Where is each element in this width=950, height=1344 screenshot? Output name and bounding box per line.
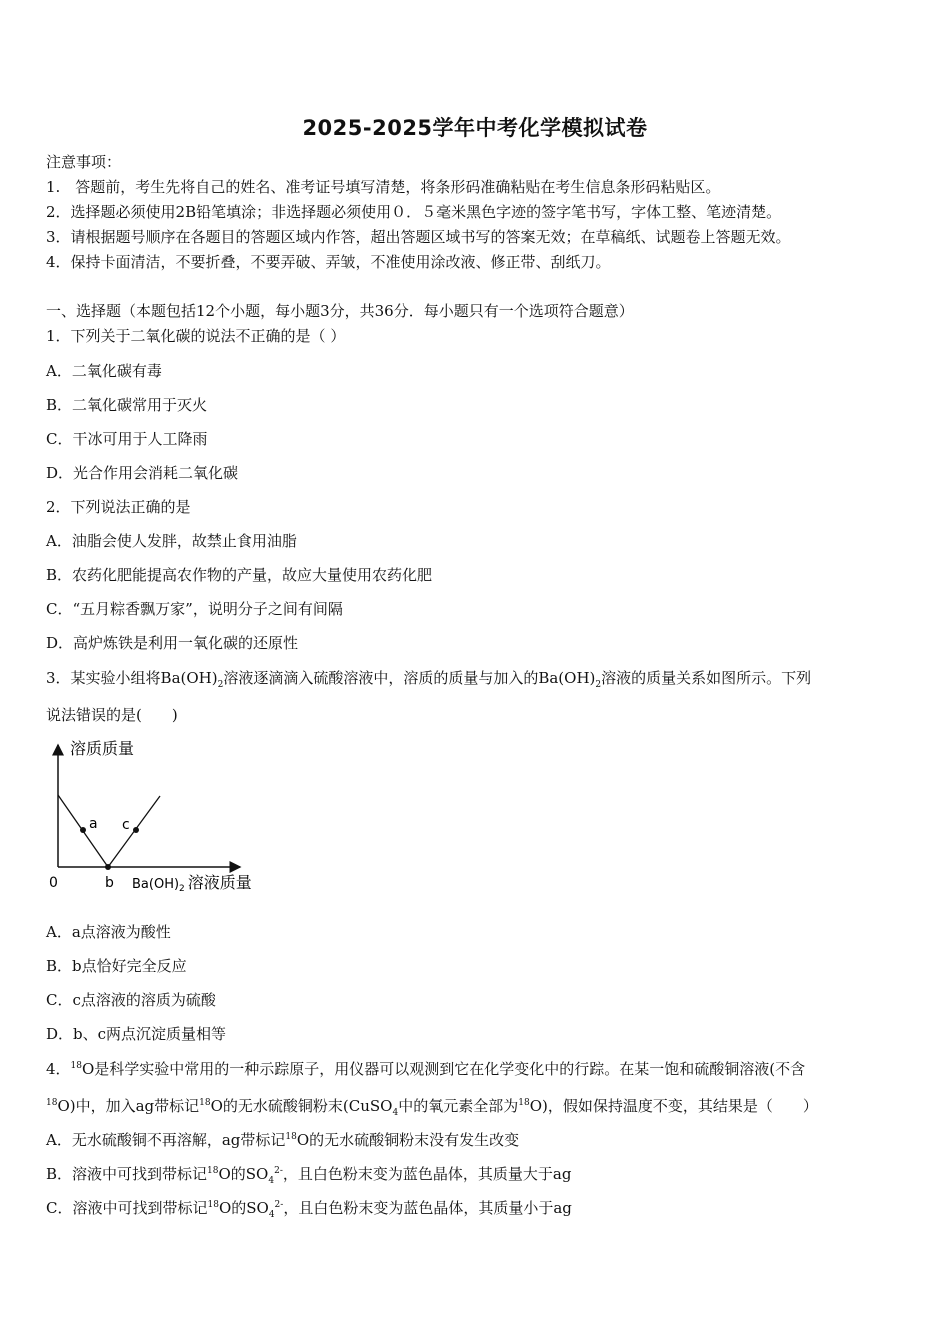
question-1-stem: 1．下列关于二氧化碳的说法不正确的是（ ） (46, 327, 346, 345)
notice-heading: 注意事项： (46, 153, 122, 171)
question-1-option-d: D．光合作用会消耗二氧化碳 (46, 464, 239, 482)
question-3-option-c: C．c点溶液的溶质为硫酸 (46, 991, 216, 1009)
point-a-marker (80, 827, 86, 833)
question-1-option-c: C．干冰可用于人工降雨 (46, 430, 208, 448)
question-2-option-c: C．“五月粽香飘万家”，说明分子之间有间隔 (46, 600, 343, 618)
section-heading: 一、选择题（本题包括12个小题，每小题3分，共36分．每小题只有一个选项符合题意） (46, 302, 634, 320)
question-2-option-b: B．农药化肥能提高农作物的产量，故应大量使用农药化肥 (46, 566, 433, 584)
page-title: 2025-2025学年中考化学模拟试卷 (302, 116, 648, 140)
question-2-option-a: A．油脂会使人发胖，故禁止食用油脂 (46, 532, 297, 550)
question-4-option-b: B．溶液中可找到带标记$^{18}$O的$SO_4^{2-}$，且白色粉末变为蓝色晶体，其质量大于ag (46, 1165, 572, 1186)
solute-mass-curve (58, 795, 160, 867)
point-c-marker (133, 827, 139, 833)
question-4-option-a: A．无水硫酸铜不再溶解，ag带标记$^{18}$O的无水硫酸铜粉末没有发生改变 (46, 1131, 520, 1149)
point-c-label: c (122, 817, 130, 833)
question-3-graph (46, 733, 276, 898)
question-3-option-b: B．b点恰好完全反应 (46, 957, 187, 975)
question-4-option-c: C．溶液中可找到带标记$^{18}$O的$SO_4^{2-}$，且白色粉末变为蓝色晶体，其质量小于ag (46, 1199, 572, 1220)
point-b-label: b (105, 875, 114, 891)
question-1-option-b: B．二氧化碳常用于灭火 (46, 396, 208, 414)
point-a-label: a (89, 816, 98, 832)
question-3-option-a: A．a点溶液为酸性 (46, 923, 171, 941)
x-axis-label: $Ba(OH)_2$ 溶液质量 (132, 873, 252, 894)
y-axis-label: 溶质质量 (70, 739, 135, 758)
question-2-stem: 2．下列说法正确的是 (46, 498, 191, 516)
point-b-marker (105, 864, 111, 870)
question-4-stem-line-2: $^{18}$O)中，加入ag带标记$^{18}$O的无水硫酸铜粉末(CuSO$_4$中的氧元素全部为$^{18}$O)，假如保持温度不变，其结果是（ ） (46, 1097, 818, 1118)
question-2-option-d: D．高炉炼铁是利用一氧化碳的还原性 (46, 634, 299, 652)
notice-item-1: 1. 答题前，考生先将自己的姓名、准考证号填写清楚，将条形码准确粘贴在考生信息条形码粘贴区。 (46, 178, 721, 196)
question-3-option-d: D．b、c两点沉淀质量相等 (46, 1025, 227, 1043)
origin-label: 0 (49, 875, 58, 891)
notice-item-4: 4．保持卡面清洁，不要折叠，不要弄破、弄皱，不准使用涂改液、修正带、刮纸刀。 (46, 253, 611, 271)
notice-item-3: 3．请根据题号顺序在各题目的答题区域内作答，超出答题区域书写的答案无效；在草稿纸、试题卷上答题无效。 (46, 228, 791, 246)
question-3-stem: 3．某实验小组将$Ba(OH)_2$溶液逐滴滴入硫酸溶液中，溶质的质量与加入的$Ba(OH)_2$溶液的质量关系如图所示。下列 (46, 669, 812, 690)
question-4-stem: 4．$^{18}$O是科学实验中常用的一种示踪原子，用仪器可以观测到它在化学变化中的行踪。在某一饱和硫酸铜溶液(不含 (46, 1060, 806, 1078)
question-1-option-a: A．二氧化碳有毒 (46, 362, 162, 380)
notice-item-2: 2．选择题必须使用2B铅笔填涂；非选择题必须使用０．５毫米黑色字迹的签字笔书写，字体工整、笔迹清楚。 (46, 203, 782, 221)
question-3-stem-line-2: 说法错误的是( ) (46, 706, 178, 724)
